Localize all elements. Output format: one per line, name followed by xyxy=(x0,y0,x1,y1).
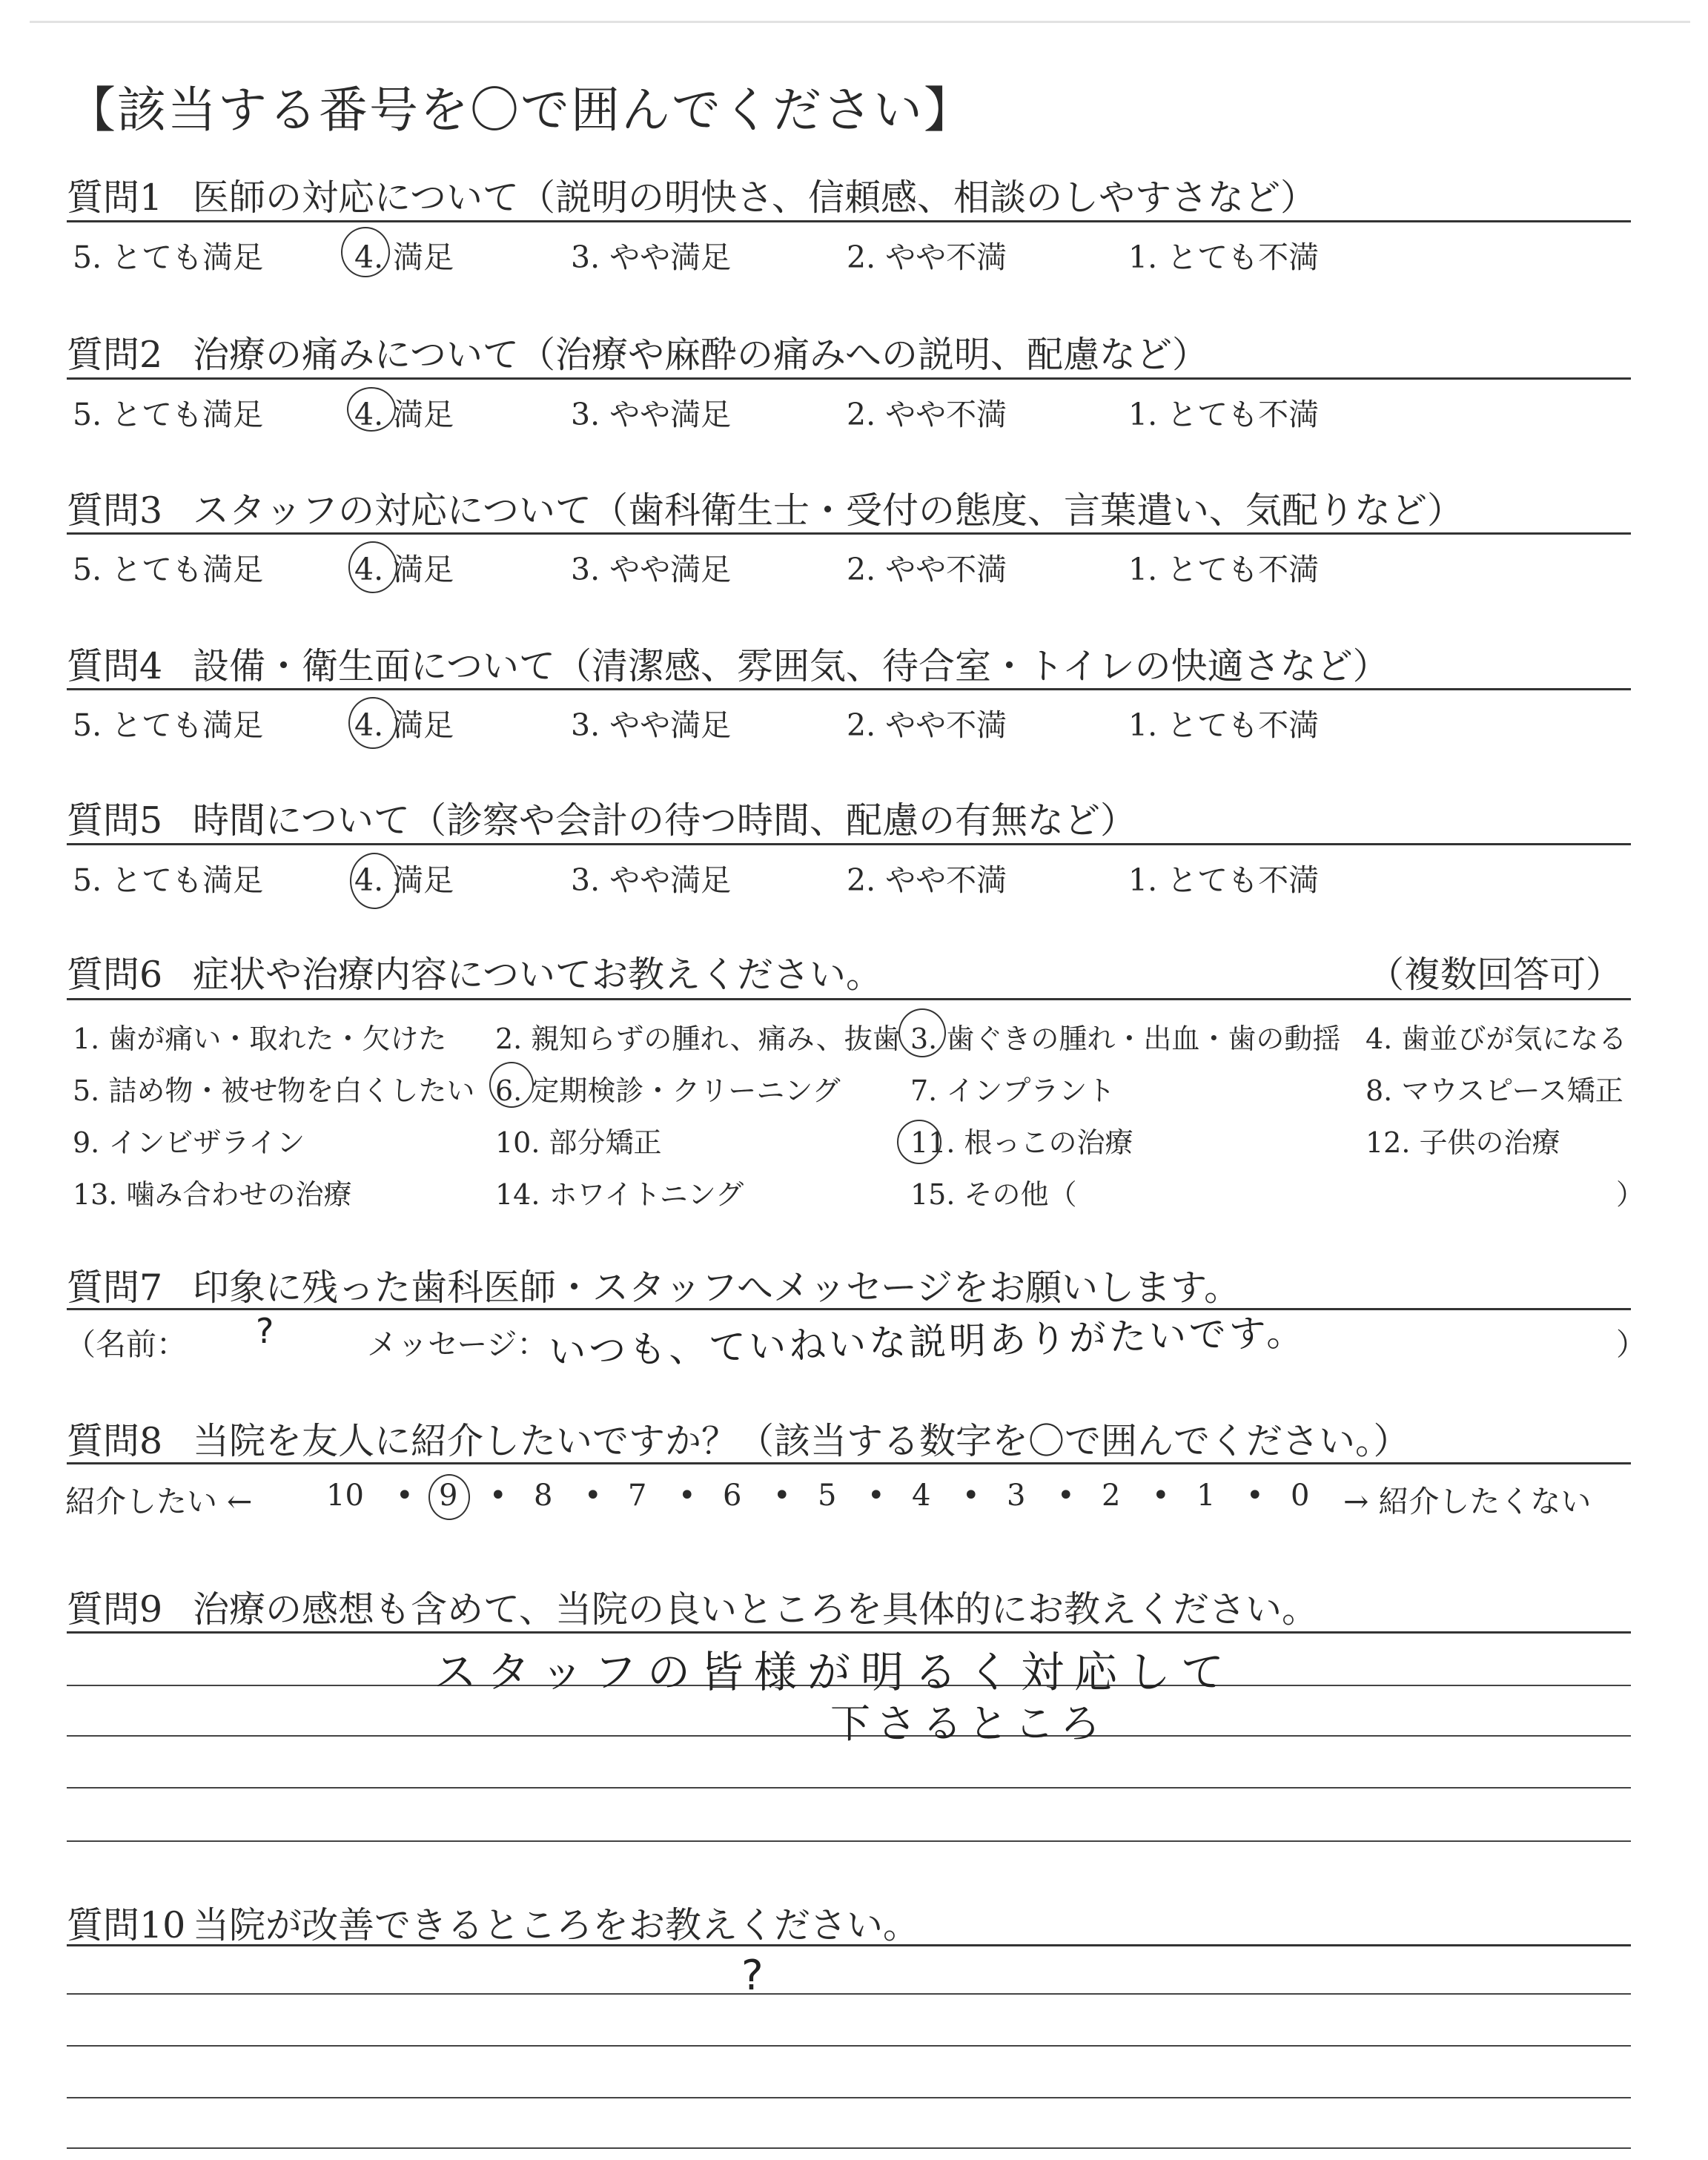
question-8-text: 当院を友人に紹介したいですか？（該当する数字を〇で囲んでください。） xyxy=(193,1420,1410,1462)
answer-line xyxy=(67,2097,1631,2098)
symptom-3-circle xyxy=(898,1008,946,1057)
recommend-5[interactable]: 5 xyxy=(818,1479,837,1513)
question-1 xyxy=(67,169,1317,221)
question-7 xyxy=(67,1259,1240,1311)
recommend-4[interactable]: 4 xyxy=(912,1479,931,1513)
question-2 xyxy=(67,326,1208,378)
question-5-text: 時間について（診察や会計の待つ時間、配慮の有無など） xyxy=(193,799,1137,842)
question-4-text: 設備・衛生面について（清潔感、雰囲気、待合室・トイレの快適さなど） xyxy=(193,645,1389,687)
q5-option-5[interactable]: 5. とても満足 xyxy=(73,862,264,898)
symptom-6[interactable]: 6. 定期検診・クリーニング xyxy=(495,1074,841,1107)
question-6-divider xyxy=(67,998,1631,1000)
recommend-10[interactable]: 10 xyxy=(326,1479,364,1513)
symptom-12[interactable]: 12. 子供の治療 xyxy=(1366,1126,1560,1159)
scale-dot: • xyxy=(396,1479,414,1513)
recommend-right-label: → 紹介したくない xyxy=(1343,1484,1592,1519)
question-5-divider xyxy=(67,843,1631,845)
q3-option-3[interactable]: 3. やや満足 xyxy=(571,552,732,587)
message-value: いつも、ていねいな説明ありがたいです。 xyxy=(548,1310,1307,1374)
q5-option-2[interactable]: 2. やや不満 xyxy=(847,862,1007,898)
q2-selected-circle xyxy=(347,387,396,432)
symptom-5[interactable]: 5. 詰め物・被せ物を白くしたい xyxy=(73,1074,475,1107)
name-value: ? xyxy=(256,1311,274,1351)
answer-line xyxy=(67,2147,1631,2149)
question-4 xyxy=(67,638,1389,690)
q1-option-3[interactable]: 3. やや満足 xyxy=(571,240,732,275)
top-edge-line xyxy=(30,21,1690,23)
q5-selected-circle xyxy=(350,853,399,909)
q2-option-1[interactable]: 1. とても不満 xyxy=(1128,397,1320,432)
symptom-2[interactable]: 2. 親知らずの腫れ、痛み、抜歯 xyxy=(495,1023,901,1055)
symptom-3[interactable]: 3. 歯ぐきの腫れ・出血・歯の動揺 xyxy=(910,1023,1341,1055)
question-7-number: 質問7 xyxy=(67,1266,163,1309)
q5-option-4[interactable]: 4. 満足 xyxy=(354,862,454,898)
q1-option-2[interactable]: 2. やや不満 xyxy=(847,240,1007,275)
symptom-11-circle xyxy=(897,1120,941,1164)
q3-option-2[interactable]: 2. やや不満 xyxy=(847,552,1007,587)
recommend-7[interactable]: 7 xyxy=(628,1479,647,1513)
recommend-9[interactable]: 9 xyxy=(439,1479,458,1513)
recommend-0[interactable]: 0 xyxy=(1291,1479,1310,1513)
q10-answer: ? xyxy=(741,1952,764,2000)
q4-option-5[interactable]: 5. とても満足 xyxy=(73,707,264,743)
recommend-selected-circle xyxy=(428,1474,470,1520)
q2-option-2[interactable]: 2. やや不満 xyxy=(847,397,1007,432)
q2-option-4[interactable]: 4. 満足 xyxy=(354,397,454,432)
q5-option-3[interactable]: 3. やや満足 xyxy=(571,862,732,898)
q3-option-4[interactable]: 4. 満足 xyxy=(354,552,454,587)
question-3-divider xyxy=(67,532,1631,535)
question-1-text: 医師の対応について（説明の明快さ、信頼感、相談のしやすさなど） xyxy=(193,176,1317,219)
q4-option-3[interactable]: 3. やや満足 xyxy=(571,707,732,743)
question-2-number: 質問2 xyxy=(67,334,163,376)
scale-dot: • xyxy=(1246,1479,1264,1513)
recommend-8[interactable]: 8 xyxy=(534,1479,553,1513)
question-3 xyxy=(67,482,1463,534)
question-9-divider xyxy=(67,1631,1631,1634)
scale-dot: • xyxy=(489,1479,507,1513)
symptom-15[interactable]: 15. その他（ xyxy=(910,1178,1077,1211)
q1-selected-circle xyxy=(341,227,390,277)
question-9-text: 治療の感想も含めて、当院の良いところを具体的にお教えください。 xyxy=(193,1588,1319,1631)
question-6-text: 症状や治療内容についてお教えください。 xyxy=(193,954,883,996)
question-4-divider xyxy=(67,688,1631,690)
question-4-number: 質問4 xyxy=(67,645,163,687)
recommend-3[interactable]: 3 xyxy=(1007,1479,1026,1513)
q9-answer-line-1: スタッフの皆様が明るく対応して xyxy=(434,1647,1235,1697)
question-6-note: （複数回答可） xyxy=(1368,954,1623,996)
name-label: （名前： xyxy=(65,1327,187,1362)
recommend-left-label: 紹介したい ← xyxy=(65,1484,253,1519)
scale-dot: • xyxy=(1152,1479,1170,1513)
scale-dot: • xyxy=(678,1479,696,1513)
q1-option-1[interactable]: 1. とても不満 xyxy=(1128,240,1320,275)
q4-option-2[interactable]: 2. やや不満 xyxy=(847,707,1007,743)
message-close: ） xyxy=(1616,1327,1646,1362)
scale-dot: • xyxy=(773,1479,791,1513)
symptom-10[interactable]: 10. 部分矯正 xyxy=(495,1126,662,1159)
question-9 xyxy=(67,1581,1318,1633)
symptom-8[interactable]: 8. マウスピース矯正 xyxy=(1366,1074,1623,1107)
question-8-divider xyxy=(67,1462,1631,1464)
symptom-7[interactable]: 7. インプラント xyxy=(910,1074,1116,1107)
answer-line xyxy=(67,1840,1631,1842)
message-label: メッセージ： xyxy=(367,1327,548,1362)
symptom-13[interactable]: 13. 噛み合わせの治療 xyxy=(73,1178,352,1211)
q4-option-1[interactable]: 1. とても不満 xyxy=(1128,707,1320,743)
q3-selected-circle xyxy=(348,541,397,593)
q4-selected-circle xyxy=(348,697,397,749)
question-1-divider xyxy=(67,220,1631,222)
question-10-text: 当院が改善できるところをお教えください。 xyxy=(193,1904,920,1946)
question-2-text: 治療の痛みについて（治療や麻酔の痛みへの説明、配慮など） xyxy=(193,334,1209,376)
q2-option-3[interactable]: 3. やや満足 xyxy=(571,397,732,432)
q9-answer-line-2: 下さるところ xyxy=(830,1700,1106,1747)
question-7-text: 印象に残った歯科医師・スタッフへメッセージをお願いします。 xyxy=(193,1266,1241,1309)
symptom-1[interactable]: 1. 歯が痛い・取れた・欠けた xyxy=(73,1023,447,1055)
scale-dot: • xyxy=(962,1479,980,1513)
recommend-1[interactable]: 1 xyxy=(1196,1479,1216,1513)
q4-option-4[interactable]: 4. 満足 xyxy=(354,707,454,743)
question-5-number: 質問5 xyxy=(67,799,163,842)
question-1-number: 質問1 xyxy=(67,176,163,219)
question-10-divider xyxy=(67,1944,1631,1946)
recommend-2[interactable]: 2 xyxy=(1102,1479,1121,1513)
question-6 xyxy=(67,946,882,998)
q1-option-4[interactable]: 4. 満足 xyxy=(354,240,454,275)
question-5 xyxy=(67,792,1136,844)
symptom-14[interactable]: 14. ホワイトニング xyxy=(495,1178,744,1211)
symptom-11[interactable]: 11. 根っこの治療 xyxy=(910,1126,1133,1159)
question-8 xyxy=(67,1413,1410,1464)
question-8-number: 質問8 xyxy=(67,1420,163,1462)
page-heading: 【該当する番号を〇で囲んでください】 xyxy=(67,82,974,139)
question-7-divider xyxy=(67,1308,1631,1310)
q5-option-1[interactable]: 1. とても不満 xyxy=(1128,862,1320,898)
answer-line xyxy=(67,1787,1631,1789)
symptom-4[interactable]: 4. 歯並びが気になる xyxy=(1366,1023,1627,1055)
answer-line xyxy=(67,1993,1631,1995)
question-3-number: 質問3 xyxy=(67,489,163,532)
scale-dot: • xyxy=(867,1479,885,1513)
q1-option-5[interactable]: 5. とても満足 xyxy=(73,240,264,275)
scale-dot: • xyxy=(1057,1479,1075,1513)
question-2-divider xyxy=(67,377,1631,380)
question-10-number: 質問10 xyxy=(67,1904,186,1946)
question-3-text: スタッフの対応について（歯科衛生士・受付の態度、言葉遣い、気配りなど） xyxy=(193,489,1464,532)
question-9-number: 質問9 xyxy=(67,1588,163,1631)
question-10 xyxy=(67,1897,919,1949)
scale-dot: • xyxy=(584,1479,602,1513)
question-6-number: 質問6 xyxy=(67,954,163,996)
q2-option-5[interactable]: 5. とても満足 xyxy=(73,397,264,432)
q3-option-1[interactable]: 1. とても不満 xyxy=(1128,552,1320,587)
symptom-9[interactable]: 9. インビザライン xyxy=(73,1126,305,1159)
q3-option-5[interactable]: 5. とても満足 xyxy=(73,552,264,587)
symptom-15-close: ） xyxy=(1616,1178,1645,1211)
symptom-6-circle xyxy=(489,1062,534,1108)
answer-line xyxy=(67,2045,1631,2047)
recommend-6[interactable]: 6 xyxy=(723,1479,742,1513)
